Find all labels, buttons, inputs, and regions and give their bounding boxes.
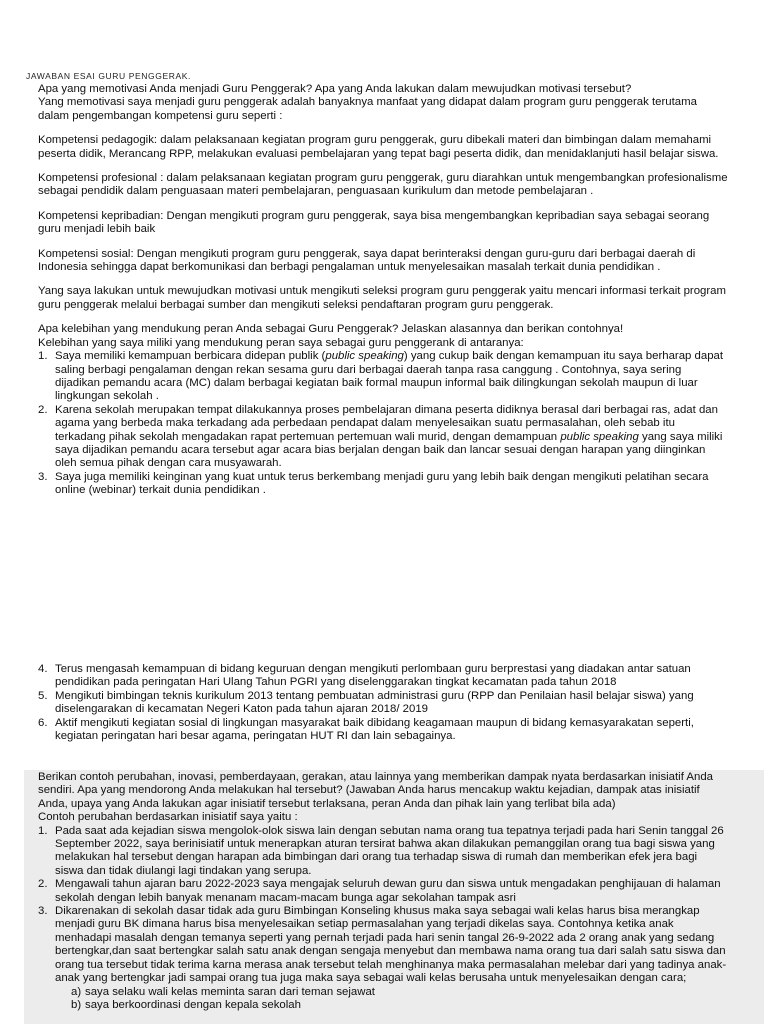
initiative-list bbox=[38, 825, 728, 986]
strengths-list-continued bbox=[38, 663, 728, 743]
list-item: 1. Pada saat ada kejadian siswa mengolok-olok siswa lain dengan sebutan nama orang tua tepatnya terjadi pada hari Senin tanggal 26 September 2022, saya berinisiatif untuk menerapkan aturan tersirat bahwa akan dilakukan pemanggilan orang tua bagi siswa yang melakukan hal tersebut dengan harapan ada bimbingan dari orang tua terhadap siswa di rumah dan memberikan efek jera bagi siswa dan tidak diulangi lagi tindakan yang serupa. bbox=[38, 824, 724, 877]
list-item: 5. Mengikuti bimbingan teknis kurikulum 2013 tentang pembuatan administrasi guru (RPP dan Penilaian hasil belajar siswa) yang diselengarakan di kecamatan Negeri Katon pada tahun ajaran 2018/ 2019 bbox=[38, 689, 694, 716]
answer-1-intro: Yang memotivasi saya menjadi guru penggerak adalah banyaknya manfaat yang didapat dalam program guru penggerak terutama dalam pengembangan kompetensi guru seperti : bbox=[38, 96, 697, 122]
paragraph-personality: Kompetensi kepribadian: Dengan mengikuti program guru penggerak, saya bisa mengembangkan kepribadian saya sebagai seorang guru menjadi lebih baik bbox=[38, 209, 710, 236]
list-item: b) saya berkoordinasi dengan kepala sekolah bbox=[71, 998, 301, 1011]
list-item: 3. Saya juga memiliki keinginan yang kuat untuk terus berkembang menjadi guru yang lebih baik dengan mengikuti pelatihan secara online (webinar) terkait dunia pendidikan . bbox=[38, 470, 709, 497]
paragraph-action: Yang saya lakukan untuk mewujudkan motivasi untuk mengikuti seleksi program guru penggerak yaitu mencari informasi terkait program guru penggerak melalui berbagai sumber dan mengikuti seleksi pendaftaran program guru penggerak. bbox=[38, 285, 726, 311]
list-item: 4. Terus mengasah kemampuan di bidang keguruan dengan mengikuti perlombaan guru berprestasi yang diadakan antar satuan pendidikan pada peringatan Hari Ulang Tahun PGRI yang diselenggarakan tingkat kecamatan pada tahun 2018 bbox=[38, 663, 691, 689]
answer-3-intro: Contoh perubahan berdasarkan inisiatif saya yaitu : bbox=[38, 811, 298, 824]
document-heading: JAWABAN ESAI GURU PENGGERAK. bbox=[26, 71, 191, 81]
strengths-list bbox=[38, 350, 728, 497]
list-item: 1. Saya memiliki kemampuan berbicara didepan publik (public speaking) yang cukup baik dengan kemampuan itu saya berharap dapat saling berbagi pengalaman dengan rekan sesama guru dari berbagai daerah tanpa rasa canggung . Contohnya, saya sering dijadikan pemandu acara (MC) dalam berbagai kegiatan baik formal maupun informal baik dilingkungan sekolah maupun di luar lingkungan sekolah . bbox=[38, 350, 724, 403]
answer-2-intro: Kelebihan yang saya miliki yang mendukung peran saya sebagai guru penggerank di antaranya: bbox=[38, 336, 524, 349]
paragraph-pedagogic: Kompetensi pedagogik: dalam pelaksanaan kegiatan program guru penggerak, guru dibekali materi dan bimbingan dalam memahami peserta didik, Merancang RPP, melakukan evaluasi pembelajaran yang tepat bagi peserta didik, dan menidaklanjuti hasil belajar siswa. bbox=[38, 134, 719, 160]
question-3: Berikan contoh perubahan, inovasi, pemberdayaan, gerakan, atau lainnya yang memberikan dampak nyata berdasarkan inisiatif Anda sendiri. Apa yang mendorong Anda melakukan hal tersebut? (Jawaban Anda harus mencakup waktu kejadian, dampak atas inisiatif Anda, upaya yang Anda lakukan agar inisiatif tersebut terlaksana, peran Anda dan pihak lain yang terlibat bila ada) bbox=[38, 771, 714, 810]
list-item: 2. Mengawali tahun ajaran baru 2022-2023 saya mengajak seluruh dewan guru dan siswa untuk mengadakan penghijauan di halaman sekolah dengan lebih banyak menanam macam-macam bunga agar sekolahan tampak asri bbox=[38, 878, 721, 904]
section-initiative bbox=[38, 771, 728, 1012]
initiative-sublist bbox=[71, 986, 728, 1013]
list-item: 2. Karena sekolah merupakan tempat dilakukannya proses pembelajaran dimana peserta didiknya berasal dari berbagai ras, adat dan agama yang berbeda maka terkadang ada perbedaan pendapat dalam menyelesaikan suatu permasalahan, oleh sebab itu terkadang pihak sekolah mengadakan rapat pertemuan pertemuan wali murid, dengan demampuan public speaking yang saya miliki saya dijadikan pemandu acara tersebut agar acara bias berjalan dengan baik dan lancar sesuai dengan harapan yang diinginkan oleh semua pihak dengan cara musyawarah. bbox=[38, 403, 723, 470]
list-item: a) saya selaku wali kelas meminta saran dari teman sejawat bbox=[71, 985, 375, 998]
paragraph-social: Kompetensi sosial: Dengan mengikuti program guru penggerak, saya dapat berinteraksi dengan guru-guru dari berbagai daerah di Indonesia sehingga dapat berkomunikasi dan berbagi pengalaman untuk menyelesaikan masalah terkait dunia pendidikan . bbox=[38, 247, 696, 274]
section-motivation bbox=[38, 83, 728, 498]
paragraph-professional: Kompetensi profesional : dalam pelaksanaan kegiatan program guru penggerak, guru diarahkan untuk mengembangkan profesionalisme sebagai pendidik dalam penguasaan materi pembelajaran, penguasaan kurikulum dan metode pembelajaran . bbox=[38, 172, 728, 198]
list-item: 3. Dikarenakan di sekolah dasar tidak ada guru Bimbingan Konseling khusus maka saya sebagai wali kelas harus bisa merangkap menjadi guru BK dimana harus bisa menyelesaikan setiap permasalahan yang terjadi dikelas saya. Contohnya ketika anak menhadapi masalah dengan temanya seperti yang pernah terjadi pada hari senin tangal 26-9-2022 ada 2 orang anak yang sedang bertengkar,dan saat bertengkar salah satu anak dengan sengaja menyebut dan membawa nama orang tua dari salah satu siswa dan orang tua tersebut tidak terima karna merasa anak tersebut telah menghinanya maka permasalahan melebar dari yang tadinya anak-anak yang bertengkar jadi sampai orang tua juga maka saya sebagai wali kelas berusaha untuk menyelesaikan dengan cara; bbox=[38, 905, 727, 985]
question-2: Apa kelebihan yang mendukung peran Anda sebagai Guru Penggerak? Jelaskan alasannya dan berikan contohnya! bbox=[38, 323, 624, 336]
list-item: 6. Aktif mengikuti kegiatan sosial di lingkungan masyarakat baik dibidang keagamaan maupun di bidang kemasyarakatan seperti, kegiatan peringatan hari besar agama, peringatan HUT RI dan lain sebagainya. bbox=[38, 716, 694, 743]
question-1: Apa yang memotivasi Anda menjadi Guru Penggerak? Apa yang Anda lakukan dalam mewujudkan motivasi tersebut? bbox=[38, 83, 632, 95]
